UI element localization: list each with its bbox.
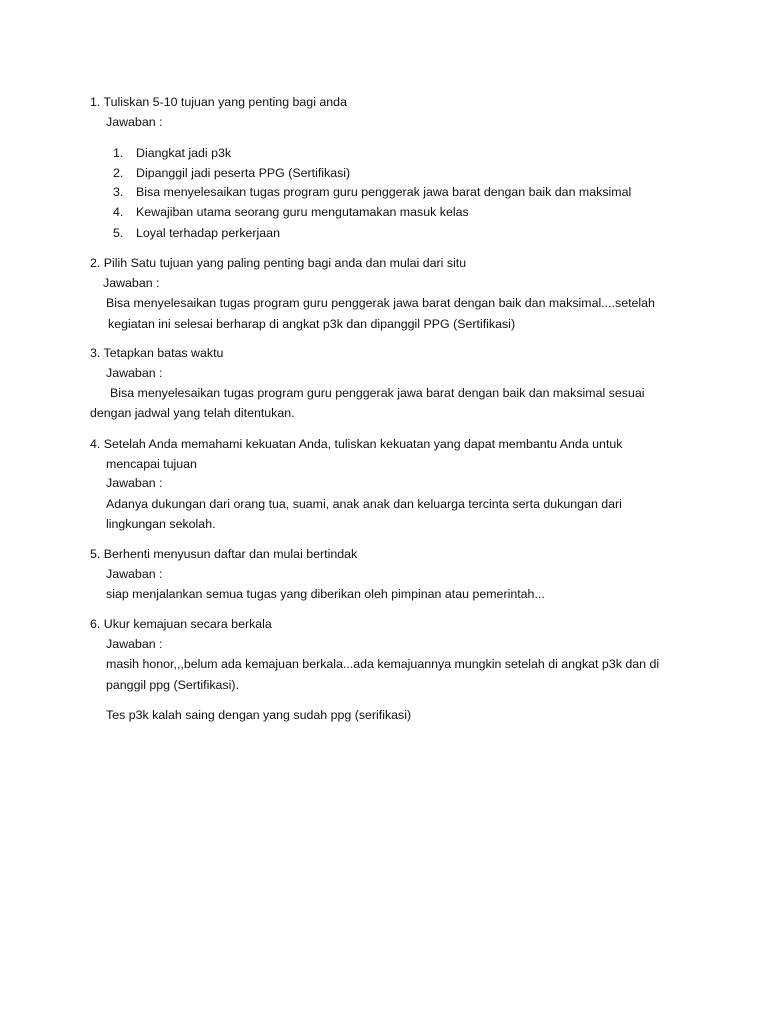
list-item-number: 3. (113, 185, 124, 199)
list-item-text: Loyal terhadap perkerjaan (136, 226, 280, 240)
list-item-text: Kewajiban utama seorang guru mengutamakan masuk kelas (136, 205, 469, 219)
answer-label-1: Jawaban : (106, 115, 163, 129)
answer-label-2: Jawaban : (103, 276, 160, 290)
question-1: 1. Tuliskan 5-10 tujuan yang penting bagi anda (90, 95, 347, 109)
answer-6-note: Tes p3k kalah saing dengan yang sudah ppg (serifikasi) (106, 708, 412, 722)
question-4-continued: mencapai tujuan (106, 457, 197, 471)
list-item-number: 5. (113, 226, 124, 240)
list-item-number: 2. (113, 166, 124, 180)
list-item-text: Bisa menyelesaikan tugas program guru penggerak jawa barat dengan baik dan maksimal (136, 185, 632, 199)
answer-label-4: Jawaban : (106, 476, 163, 490)
list-item-number: 1. (113, 146, 124, 160)
list-item-text: Dipanggil jadi peserta PPG (Sertifikasi) (136, 166, 351, 180)
answer-label-6: Jawaban : (106, 637, 163, 651)
answer-6-line: panggil ppg (Sertifikasi). (106, 678, 239, 692)
question-5: 5. Berhenti menyusun daftar dan mulai bertindak (90, 547, 358, 561)
answer-4-line: lingkungan sekolah. (106, 517, 216, 531)
answer-2-line: Bisa menyelesaikan tugas program guru penggerak jawa barat dengan baik dan maksimal....setelah (106, 296, 655, 310)
answer-4-line: Adanya dukungan dari orang tua, suami, anak anak dan keluarga tercinta serta dukungan dari (106, 497, 622, 511)
question-4: 4. Setelah Anda memahami kekuatan Anda, tuliskan kekuatan yang dapat membantu Anda untuk (90, 437, 623, 451)
question-6: 6. Ukur kemajuan secara berkala (90, 617, 272, 631)
answer-2-line: kegiatan ini selesai berharap di angkat p3k dan dipanggil PPG (Sertifikasi) (108, 317, 516, 331)
answer-3-line: Bisa menyelesaikan tugas program guru penggerak jawa barat dengan baik dan maksimal sesuai (110, 386, 645, 400)
answer-6-line: masih honor,,,belum ada kemajuan berkala...ada kemajuannya mungkin setelah di angkat p3k dan di (106, 657, 660, 671)
question-3: 3. Tetapkan batas waktu (90, 346, 224, 360)
question-2: 2. Pilih Satu tujuan yang paling penting bagi anda dan mulai dari situ (90, 256, 467, 270)
answer-label-5: Jawaban : (106, 567, 163, 581)
list-item-number: 4. (113, 205, 124, 219)
answer-5-line: siap menjalankan semua tugas yang diberikan oleh pimpinan atau pemerintah... (106, 587, 545, 601)
answer-3-line: dengan jadwal yang telah ditentukan. (90, 406, 295, 420)
answer-label-3: Jawaban : (106, 366, 163, 380)
list-item-text: Diangkat jadi p3k (136, 146, 232, 160)
